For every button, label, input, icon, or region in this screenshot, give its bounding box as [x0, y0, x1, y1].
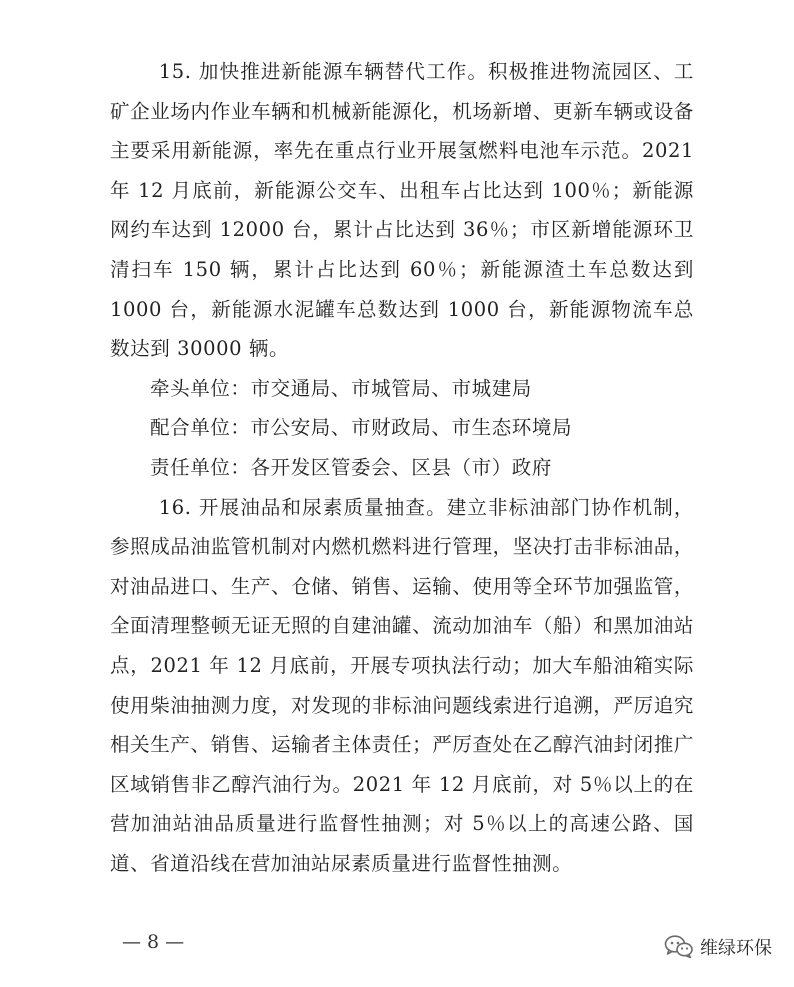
document-body [110, 52, 694, 883]
coop-unit-15: 配合单位：市公安局、市财政局、市生态环境局 [150, 416, 573, 440]
watermark [664, 934, 772, 960]
paragraph-16: 16. 开展油品和尿素质量抽查。建立非标油部门协作机制，参照成品油监管机制对内燃机燃料进行管理，坚决打击非标油品，对油品进口、生产、仓储、销售、运输、使用等全环节加强监管，全面清理整顿无证无照的自建油罐、流动加油车（船）和黑加油站点，2021 年 12 月底前，开展专项执法行动；加大车船油箱实际使用柴油抽测力度，对发现的非标油问题线索进行追溯，严厉追究相关生产、销售、运输者主体责任；严厉查处在乙醇汽油封闭推广区域销售非乙醇汽油行为。2021 年 12 月底前，对 5％以上的在营加油站油品质量进行监督性抽测；对 5％以上的高速公路、国道、省道沿线在营加油站尿素质量进行监督性抽测。 [110, 495, 694, 875]
wechat-icon [664, 934, 694, 960]
watermark-text: 维绿环保 [700, 938, 772, 959]
resp-unit-15: 责任单位：各开发区管委会、区县（市）政府 [150, 455, 553, 479]
lead-unit-15: 牵头单位：市交通局、市城管局、市城建局 [150, 376, 532, 400]
paragraph-15: 15. 加快推进新能源车辆替代工作。积极推进物流园区、工矿企业场内作业车辆和机械新能源化，机场新增、更新车辆或设备主要采用新能源，率先在重点行业开展氢燃料电池车示范。2021 年 12 月底前，新能源公交车、出租车占比达到 100％；新能源网约车达到 12000 台，累计占比达到 36％；市区新增能源环卫清扫车 150 辆，累计占比达到 60％；新能源渣土车总数达到 1000 台，新能源水泥罐车总数达到 1000 台，新能源物流车总数达到 30000 辆。 [110, 60, 694, 361]
page-number: — 8 — [122, 931, 185, 953]
